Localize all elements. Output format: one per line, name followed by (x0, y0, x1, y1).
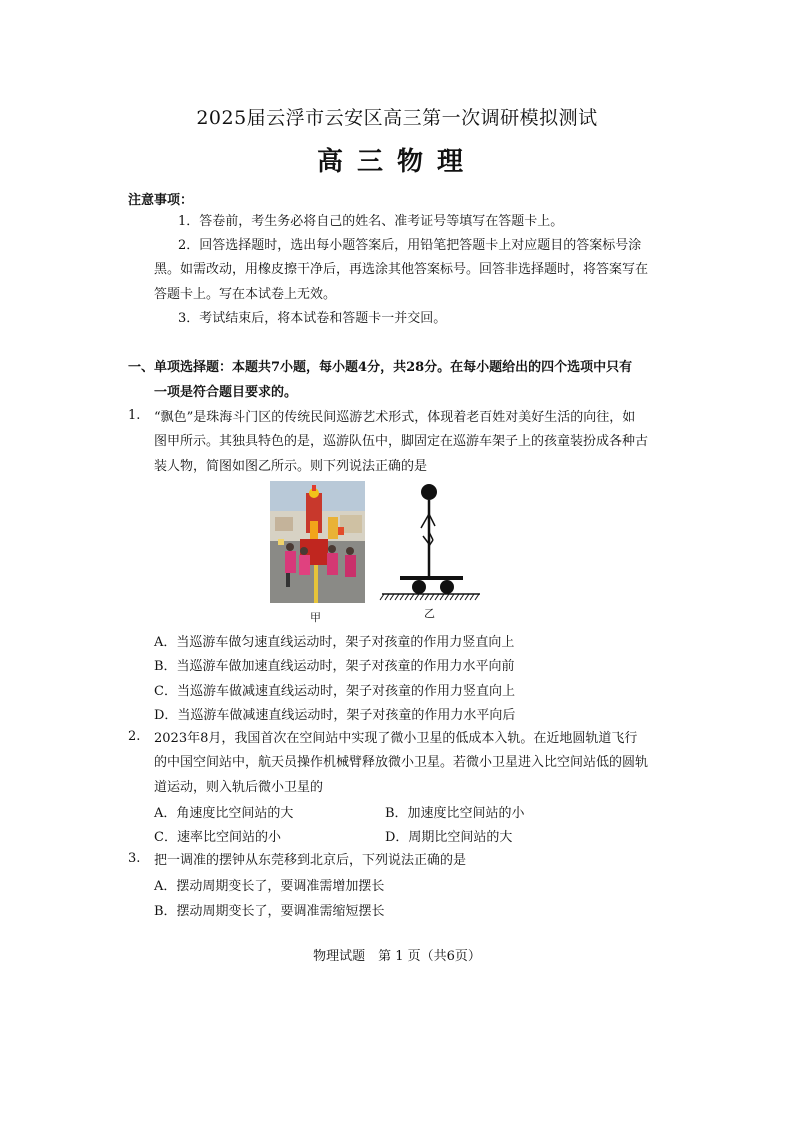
figure-b-caption: 乙 (424, 607, 435, 620)
figure-a-photo (270, 481, 365, 603)
question-2-line-3: 道运动，则入轨后微小卫星的 (154, 780, 324, 795)
cart-child-diagram (378, 480, 484, 604)
question-1-option-a: A．当巡游车做匀速直线运动时，架子对孩童的作用力竖直向上 (154, 635, 515, 650)
note-item-2-line-3: 答题卡上。写在本试卷上无效。 (154, 287, 337, 302)
notes-heading: 注意事项： (128, 193, 194, 208)
figure-a-caption: 甲 (310, 611, 321, 624)
section-1-heading-cont: 一项是符合题目要求的。 (154, 385, 298, 400)
question-2-option-c: C．速率比空间站的小 (154, 830, 281, 845)
note-item-2-line-2: 黑。如需改动，用橡皮擦干净后，再选涂其他答案标号。回答非选择题时，将答案写在 (154, 262, 649, 277)
question-3-line-1: 把一调准的摆钟从东莞移到北京后，下列说法正确的是 (154, 853, 467, 868)
question-3-number: 3. (128, 851, 141, 866)
child-head-icon (421, 484, 437, 500)
page-footer: 物理试题 第 1 页（共6页） (313, 949, 481, 964)
wheel-right-icon (440, 580, 454, 594)
question-2-option-d: D．周期比空间站的大 (385, 830, 513, 845)
question-1-line-3: 装人物，简图如图乙所示。则下列说法正确的是 (154, 459, 428, 474)
question-2-line-1: 2023年8月，我国首次在空间站中实现了微小卫星的低成本入轨。在近地圆轨道飞行 (154, 731, 638, 746)
question-2-option-b: B．加速度比空间站的小 (385, 806, 525, 821)
section-1-heading: 一、单项选择题：本题共7小题，每小题4分，共28分。在每小题给出的四个选项中只有 (128, 360, 633, 375)
question-1-line-2: 图甲所示。其独具特色的是，巡游队伍中，脚固定在巡游车架子上的孩童装扮成各种古 (154, 434, 649, 449)
note-item-1: 1．答卷前，考生务必将自己的姓名、准考证号等填写在答题卡上。 (178, 214, 564, 229)
question-1-option-b: B．当巡游车做加速直线运动时，架子对孩童的作用力水平向前 (154, 659, 515, 674)
question-3-option-b: B．摆动周期变长了，要调准需缩短摆长 (154, 904, 385, 919)
note-item-3: 3．考试结束后，将本试卷和答题卡一并交回。 (178, 311, 447, 326)
exam-title: 2025届云浮市云安区高三第一次调研模拟测试 (196, 107, 598, 129)
note-item-2-line-1: 2．回答选择题时，选出每小题答案后，用铅笔把答题卡上对应题目的答案标号涂 (178, 238, 642, 253)
figure-b-diagram (378, 480, 484, 604)
parade-photo-illustration (270, 481, 365, 603)
question-1-number: 1. (128, 408, 141, 423)
question-1-option-d: D．当巡游车做减速直线运动时，架子对孩童的作用力水平向后 (154, 708, 516, 723)
question-1-line-1: “飘色”是珠海斗门区的传统民间巡游艺术形式，体现着老百姓对美好生活的向往，如 (154, 410, 636, 425)
wheel-left-icon (412, 580, 426, 594)
question-2-line-2: 的中国空间站中，航天员操作机械臂释放微小卫星。若微小卫星进入比空间站低的圆轨 (154, 755, 649, 770)
cart-platform (400, 576, 463, 580)
question-3-option-a: A．摆动周期变长了，要调准需增加摆长 (154, 879, 385, 894)
question-1-option-c: C．当巡游车做减速直线运动时，架子对孩童的作用力竖直向上 (154, 684, 515, 699)
question-2-number: 2. (128, 729, 141, 744)
subject-title: 高三物理 (316, 147, 477, 177)
question-2-option-a: A．角速度比空间站的大 (154, 806, 294, 821)
